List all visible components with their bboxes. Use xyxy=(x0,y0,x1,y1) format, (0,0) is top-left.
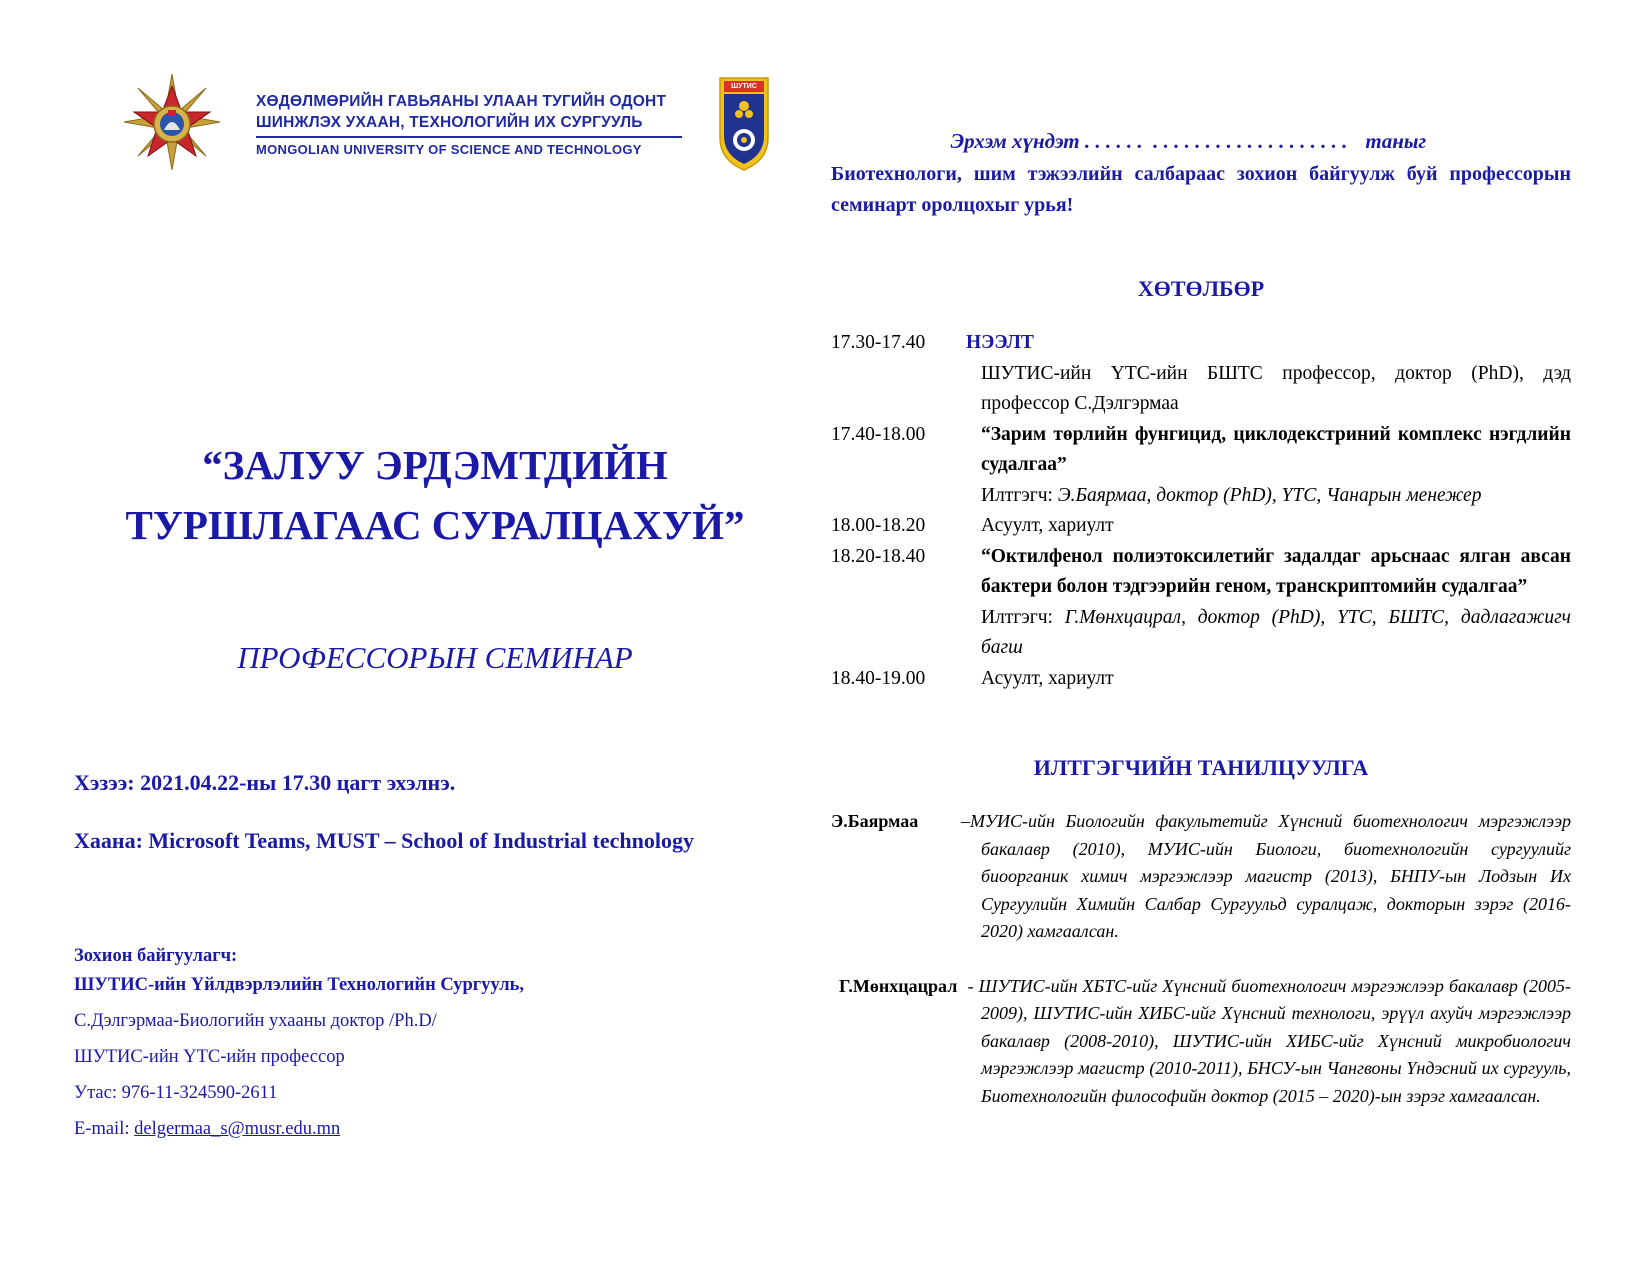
bio-bayarmaa xyxy=(831,808,1571,946)
program-row xyxy=(831,664,1571,695)
organizer-school: ШУТИС-ийн Үйлдвэрлэлийн Технологийн Сургууль, xyxy=(74,975,525,995)
greeting-end: таныг xyxy=(1365,129,1427,153)
university-name-mn-line2: ШИНЖЛЭХ УХААН, ТЕХНОЛОГИЙН ИХ СУРГУУЛЬ xyxy=(256,114,643,131)
speaker-name: Э.Баярмаа, доктор (PhD), ҮТС, Чанарын менежер xyxy=(1057,484,1482,506)
program-time: 17.30-17.40 xyxy=(831,332,926,353)
seminar-title-line2: ТУРШЛАГААС СУРАЛЦАХУЙ” xyxy=(125,502,745,548)
university-name-mn-line1: ХӨДӨЛМӨРИЙН ГАВЬЯАНЫ УЛААН ТУГИЙН ОДОНТ xyxy=(256,93,667,110)
program-time: 18.40-19.00 xyxy=(831,667,926,689)
program-row xyxy=(831,481,1571,512)
organizer-title: ШУТИС-ийн ҮТС-ийн профессор xyxy=(74,1047,345,1067)
order-emblem-logo xyxy=(124,74,220,170)
program-time: 18.20-18.40 xyxy=(831,545,926,567)
email-label: E-mail: xyxy=(74,1119,135,1139)
bio-monkhtsatsral xyxy=(831,973,1571,1111)
shield-label: ШУТИС xyxy=(731,83,757,90)
speakers-heading: ИЛТГЭГЧИЙН ТАНИЛЦУУЛГА xyxy=(1033,755,1369,780)
bio-text: –МУИС-ийн Биологийн факультетийг Хүнсний биотехнологич мэргэжлээр бакалавр (2010), МУИС-ийн Биологи, биотехнологийн сургуулийг биоорганик химич мэргэжлээр магистр (2013), БНПУ-ын Лодзын Их Сургуулийн Химийн Салбар Сургуульд суралцаж, докторын зэрэг (2016-2020) хамгаалсан. xyxy=(960,811,1572,941)
program-time: 18.00-18.20 xyxy=(831,515,926,536)
qa-label: Асуулт, хариулт xyxy=(981,667,1114,689)
program-row xyxy=(831,603,1571,664)
organizer-email-row xyxy=(74,1118,340,1140)
program-row xyxy=(831,511,1571,542)
bio-name: Г.Мөнхцацрал xyxy=(839,975,958,996)
speaker-bios xyxy=(831,808,1571,1110)
opening-desc: ШУТИС-ийн ҮТС-ийн БШТС профессор, доктор (PhD), дэд профессор С.Дэлгэрмаа xyxy=(981,362,1571,414)
speaker-label: Илтгэгч: xyxy=(981,606,1065,628)
organizer-phone: Утас: 976-11-324590-2611 xyxy=(74,1083,278,1103)
program-row xyxy=(831,328,1571,359)
must-shield-logo xyxy=(718,76,770,172)
seminar-title-line1: “ЗАЛУУ ЭРДЭМТДИЙН xyxy=(202,442,668,488)
greeting-dots: . . . . . . . . . . . . . . . . . . . . . . . . . xyxy=(1079,129,1348,153)
speaker-label: Илтгэгч: xyxy=(981,484,1058,506)
program-row xyxy=(831,542,1571,603)
talk2-speaker xyxy=(981,603,1571,664)
invitation-text: Биотехнологи, шим тэжээлийн салбараас зохион байгуулж буй профессорын семинарт оролцохыг урья! xyxy=(831,163,1571,216)
program-time: 17.40-18.00 xyxy=(831,423,926,445)
event-when: Хэзээ: 2021.04.22-ны 17.30 цагт эхэлнэ. xyxy=(74,770,456,795)
bio-text: - ШУТИС-ийн ХБТС-ийг Хүнсний биотехнологич мэргэжлээр бакалавр (2005-2009), ШУТИС-ийн ХИБС-ийг Хүнсний технологи, эрүүл ахуйч мэргэжлээр бакалавр (2008-2010), ШУТИС-ийн ХИБС-ийг Хүнсний микробиологич мэргэжлээр магистр (2010-2011), БНСУ-ын Чангвоны Үндэсний их сургууль, Биотехнологийн философийн доктор (2015 – 2020)-ын зэрэг хамгаалсан. xyxy=(967,975,1572,1106)
program-row xyxy=(831,359,1571,420)
program-heading: ХӨТӨЛБӨР xyxy=(1137,276,1265,301)
bio-name: Э.Баярмаа xyxy=(831,811,919,831)
qa-label: Асуулт, хариулт xyxy=(981,515,1114,536)
program-schedule xyxy=(831,328,1571,694)
organizer-label: Зохион байгуулагч: xyxy=(74,946,238,966)
speaker-name: Г.Мөнхцацрал, доктор (PhD), ҮТС, БШТС, дадлагажигч багш xyxy=(981,606,1571,658)
university-name-en: MONGOLIAN UNIVERSITY OF SCIENCE AND TECHNOLOGY xyxy=(256,142,642,157)
greeting-start: Эрхэм хүндэт xyxy=(950,129,1080,153)
talk2-title: “Октилфенол полиэтоксилетийг задалдаг арьснаас ялган авсан бактери болон тэдгээрийн геном, транскриптомийн судалгаа” xyxy=(981,545,1571,597)
talk1-speaker xyxy=(981,481,1571,512)
program-row xyxy=(831,420,1571,481)
header-divider xyxy=(256,136,682,138)
seminar-subtitle: ПРОФЕССОРЫН СЕМИНАР xyxy=(237,640,633,675)
talk1-title: “Зарим төрлийн фунгицид, циклодекстриний комплекс нэгдлийн судалгаа” xyxy=(981,423,1571,475)
event-where: Хаана: Microsoft Teams, MUST – School of Industrial technology xyxy=(74,828,694,853)
organizer-person: С.Дэлгэрмаа-Биологийн ухааны доктор /Ph.D/ xyxy=(74,1011,437,1031)
email-link[interactable]: delgermaa_s@musr.edu.mn xyxy=(134,1119,341,1139)
greeting-line xyxy=(940,104,1426,154)
seminar-title xyxy=(60,435,810,555)
opening-label: НЭЭЛТ xyxy=(966,332,1034,353)
